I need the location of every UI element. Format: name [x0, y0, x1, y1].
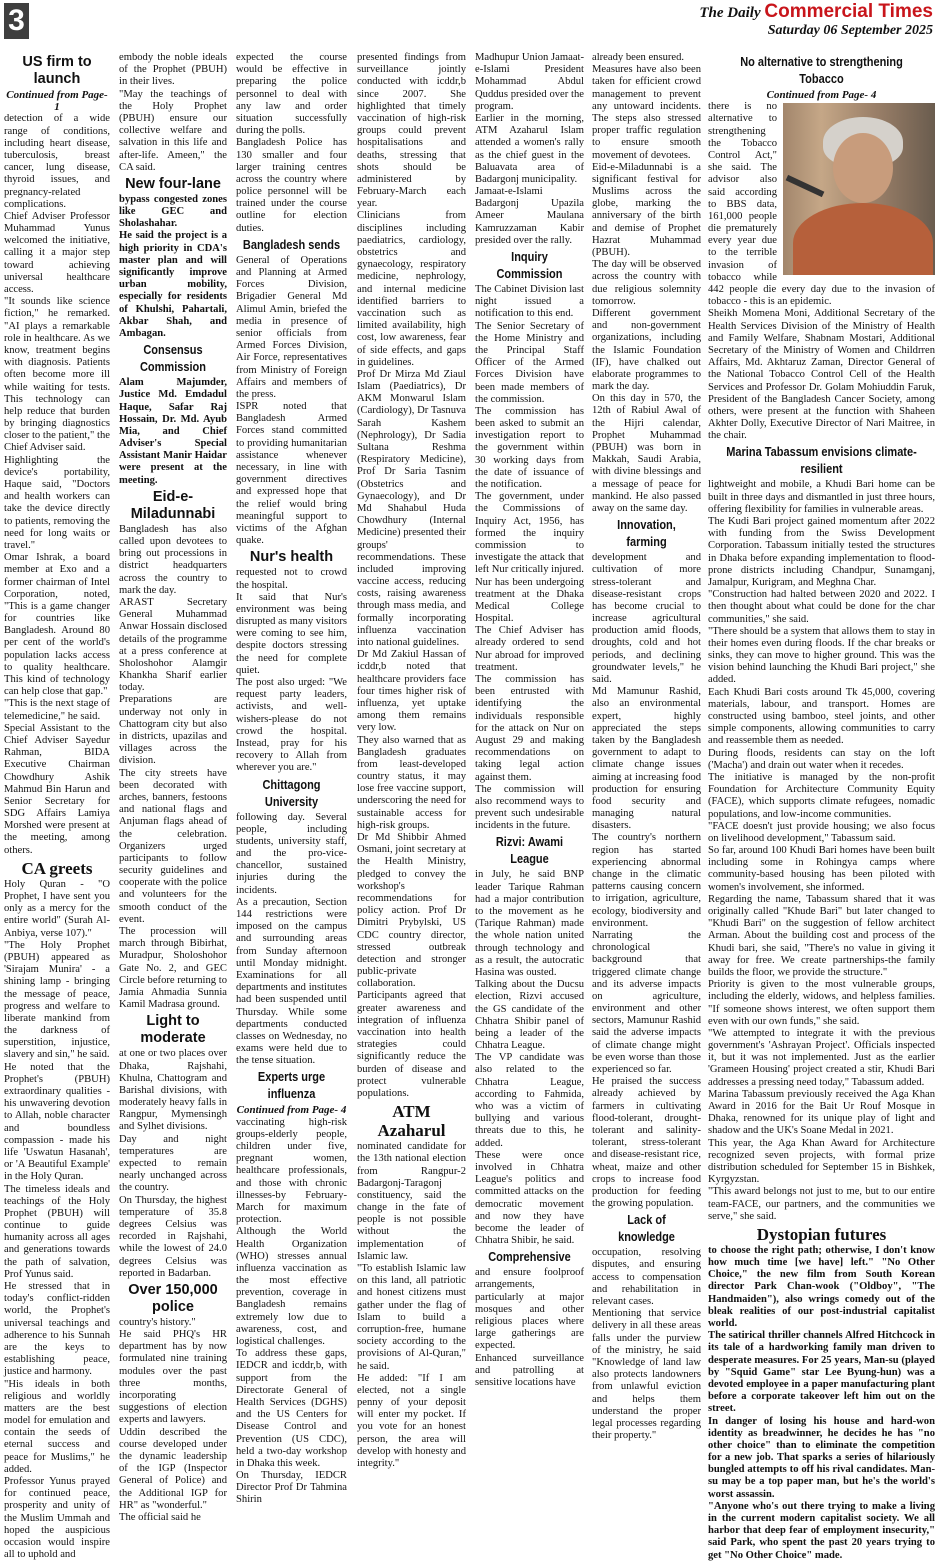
paragraph: Earlier in the morning, ATM Azaharul Islam attended a women's rally as the chief guest in the Baluavata area of Badargonj municipality. [475, 112, 584, 185]
masthead [0, 0, 939, 44]
paragraph: Each Khudi Bari costs around Tk 45,000, covering materials, labour, and transport. Homes are constructed using bamboo, steel joints, and other simple components, allowing communities to carry and reassemble them as needed. [708, 686, 935, 747]
headline: Inquiry Commission [496, 250, 563, 281]
paragraph: embody the noble ideals of the Prophet (PBUH) in their lives. [119, 52, 227, 88]
headline: Consensus Commission [139, 343, 206, 375]
headline: Nur's health [249, 549, 334, 566]
headline: Chittagong University [262, 777, 321, 809]
paragraph: Dr Md Zakiul Hassan of icddr,b noted that healthcare providers face four times higher risk of influenza, yet uptake among them remains very low. [357, 649, 466, 734]
paragraph: The initiative is managed by the non-profit Foundation for Architecture Community Equity (FACE), which supports climate refugees, nomadic populations, and low-income communities. [708, 771, 935, 820]
paragraph: Participants agreed that greater awareness and integration of influenza vaccination into health strategies could significantly reduce the burden of disease and protect vulnerable populations. [357, 990, 466, 1099]
paragraph: These were once involved in Chhatra League's politics and committed attacks on the democratic movement and now they have become the leader of Chhatra Shibir, he said. [475, 1149, 584, 1247]
column-6 [592, 52, 701, 1442]
paragraph: Mentioning that service delivery in all these areas falls under the purview of the ministry, he said "Knowledge of land law also protects landowners from unlawful eviction and helps them understand the proper legal processes regarding their property." [592, 1308, 701, 1442]
paragraph: Omar Ishrak, a board member at Exo and a former chairman of Intel Corporation, noted, "This is a game changer for countries like Bangladesh. Around 80 per cent of the world's population lacks access to quality healthcare. This kind of technology can help close that gap." [4, 552, 110, 698]
paragraph: Marina Tabassum previously received the Aga Khan Award in 2016 for the Bait Ur Rouf Mosque in Dhaka, renowned for its unique play of light and shadow and the UK's Soane Medal in 2021. [708, 1088, 935, 1137]
paragraph: Special Assistant to the Chief Adviser Sayedur Rahman, BIDA Executive Chairman Chowdhury Ashik Mahmud Bin Harun and Senior Secretary for SDG Affairs Lamiya Morshed were present at the meeting, among others. [4, 722, 110, 856]
paragraph: to choose the right path; otherwise, I don't know how much time [we have] left." "No Other Choice," the new film from South Korean director Park Chan-wook ("Oldboy", "The Handmaiden"), also wrings comedy out of the bleak realities of our post-industrial capitalist world. [708, 1244, 935, 1329]
paragraph: He said PHQ's HR department has by now formulated nine training modules over the past three months, incorporating suggestions of election experts and lawyers. [119, 1329, 227, 1426]
paragraph: Bangladesh has also called upon devotees to bring out processions in district headquarters across the country to mark the day. [119, 523, 227, 596]
paragraph: expected the course would be effective in preparing the police personnel to deal with any law and order situation successfully during the polls. [236, 52, 347, 137]
paragraph: and ensure foolproof arrangements, particularly at major mosques and other religious places where large gatherings are expected. [475, 1267, 584, 1352]
paragraph: The Kudi Bari project gained momentum after 2022 with funding from the Swiss Development Corporation. Tabassum initially tested the structures in Dhaka before expanding implementation to flood-prone districts including Chandpur, Sunamganj, Jamalpur, Kurigram, and Meghna Char. [708, 516, 935, 588]
paragraph: On this day in 570, the 12th of Rabiul Awal of the Hijri calendar, Prophet Muhammad (PBUH) was born in Makkah, Saudi Arabia, with divine blessings and a message of peace for mankind. He also passed away on the same day. [592, 393, 701, 514]
paragraph: He said the project is a high priority in CDA's master plan and will significantly improve urban mobility, especially for residents of Khulshi, Pahartali, Akbar Shah, and Ambagan. [119, 230, 227, 339]
paragraph: Uddin described the course developed under the dynamic leadership of the IGP (Inspector General of Police) and the Additional IGP for HR" as "wonderful." [119, 1426, 227, 1511]
paragraph: Eid-e-Miladunnabi is a significant festival for Muslims across the globe, marking the anniversary of the birth and demise of Prophet Hazrat Muhammad (PBUH). [592, 161, 701, 258]
paragraph: The post also urged: "We request party leaders, activists, and well-wishers-please do not crowd the hospital. Instead, pray for his recovery to Allah from wherever you are." [236, 677, 347, 774]
column-5 [475, 52, 584, 1389]
paragraph: He noted that the Prophet's (PBUH) extraordinary qualities - his unwavering devotion to Allah, noble character and boundless compassion - made his life 'Uswatun Hasanah', or 'A Beautiful Example' in the Holy Quran. [4, 1061, 110, 1183]
paragraph: Narrating the chronological background that triggered climate change and its adverse impacts on agriculture, environment and other sectors, Mamunur Rashid said the adverse impacts of climate change might be even worse than those experienced so far. [592, 929, 701, 1075]
headline: Innovation, farming [617, 518, 676, 550]
headline: Rizvi: Awami League [495, 835, 564, 867]
paragraph: Professor Yunus prayed for continued peace, prosperity and unity of the Muslim Ummah and hoped the auspicious occasion would inspire all to uphold and [4, 1476, 110, 1561]
issue-date: Saturday 06 September 2025 [767, 23, 933, 38]
paragraph: in July, he said BNP leader Tarique Rahman had a major contribution to the movement as he (Tarique Rahman) made the whole nation united through technology and as a result, the autocratic Hasina was ousted. [475, 869, 584, 978]
paragraph: The Cabinet Division last night issued a notification to this end. [475, 284, 584, 320]
paragraph: The Chief Adviser has already ordered to send Nur abroad for improved treatment. [475, 625, 584, 673]
continued-note: Continued from Page- 4 [766, 89, 877, 101]
paragraph: The procession will march through Bibirhat, Muradpur, Sholoshohor Gate No. 2, and GEC Circle before returning to Jamia Ahmadia Sunnia Kamil Madrasa ground. [119, 926, 227, 1011]
paragraph: "It sounds like science fiction," he remarked. "AI plays a remarkable role in healthcare. As we know, treatment begins with diagnosis. Patients often become more ill while waiting for tests. This technology can help reduce that burden by bringing diagnostics closer to the patient," the Chief Adviser said. [4, 296, 110, 454]
headline: Over 150,000 police [128, 1281, 218, 1315]
paragraph: requested not to crowd the hospital. [236, 567, 347, 591]
paragraph: They also warned that as Bangladesh graduates from least-developed country status, it may lose free vaccine support, underscoring the need for sustainable access for high-risk groups. [357, 734, 466, 831]
paragraph: Alam Majumder, Justice Md. Emdadul Haque, Safar Raj Hossain, Dr. Md. Ayub Mia, and Chief Adviser's Special Assistant Manir Haidar were present at the meeting. [119, 377, 227, 486]
paragraph: lightweight and mobile, a Khudi Bari home can be built in three days and dismantled in just three hours, offering flexibility for families in vulnerable areas. [708, 479, 935, 515]
paragraph: "To establish Islamic law on this land, all patriotic and honest citizens must gather under the flag of Islam to build a corruption-free, humane society according to the provisions of Al-Quran," he said. [357, 1263, 466, 1372]
paragraph: He added: "If I am elected, not a single penny of your deposit will enter my pocket. If you vote for an honest person, the area will develop with honesty and integrity." [357, 1372, 466, 1469]
newspaper-brand [699, 1, 933, 23]
paragraph: at one or two places over Dhaka, Rajshahi, Khulna, Chattogram and Barishal divisions, with moderately heavy falls in Rangpur, Mymensingh and Sylhet divisions. [119, 1048, 227, 1133]
paragraph: The country's northern region has started experiencing abnormal change in the climatic patterns causing concern to irrigation, agriculture, ecology, biodiversity and environment. [592, 832, 701, 929]
paragraph: On Thursday, the highest temperature of 35.8 degrees Celsius was recorded in Rajshahi, while the lowest of 24.0 degrees Celsius was reported in Badarban. [119, 1194, 227, 1279]
paragraph: In danger of losing his house and hard-won identity as breadwinner, he decides he has "no other choice" than to eliminate the competition for a new job. That sparks a series of hilariously bungled attempts to off his rival candidates. Man-su may be a top paper man, but he's the world's worst assassin. [708, 1415, 935, 1500]
paragraph: The city streets have been decorated with arches, banners, festoons and national flags and Anjuman flags ahead of the celebration. Organizers urged participants to follow security guidelines and cooperate with the police and volunteers for the smooth conduct of the event. [119, 767, 227, 925]
brand-prefix: The Daily [699, 5, 761, 21]
paragraph: Different government and non-government organizations, including the Islamic Foundation (IF), have chalked out elaborate programmes to mark the day. [592, 307, 701, 393]
paragraph: occupation, resolving disputes, and ensuring access to compensation and rehabilitation in relevant cases. [592, 1247, 701, 1307]
paragraph: The commission will also recommend ways to prevent such undesirable incidents in the future. [475, 783, 584, 832]
paragraph: The Senior Secretary of the Home Ministry and the Principal Staff Officer of the Armed Forces Division have been made members of the commission. [475, 320, 584, 405]
headline: No alternative to strengthening Tobacco [740, 55, 903, 86]
paragraph: The government, under the Commissions of Inquiry Act, 1956, has formed the inquiry commission to investigate the attack that left Nur critically injured. [475, 491, 584, 576]
paragraph: ISPR noted that Bangladesh Armed Forces stand committed to providing humanitarian assistance whenever necessary, in line with government directives and expressed hope that the relief would bring meaningful support to victims of the Afghan quake. [236, 401, 347, 547]
paragraph: Regarding the name, Tabassum shared that it was originally called "Khude Bari" but later changed to "Khudi Bari" on the suggestion of fellow architect Arman. About the building cost and process of the Khudi bari, she said, "There's no value in giving it away for free. We create partnerships-the family builds the floor, we provide the structure." [708, 893, 935, 978]
paragraph: "We attempted to integrate it with the previous government's 'Ashrayan Project'. Officials inspected it, but it was not implemented. Just as the earlier 'Grameen Housing' project created a stir, Khudi Bari addresses a pressing need today," Tabassum added. [708, 1027, 935, 1088]
paragraph: It said that Nur's environment was being disrupted as many visitors were coming to see him, despite doctors stressing the need for complete quiet. [236, 591, 347, 676]
paragraph: Jamaat-e-Islami Badargonj Upazila Ameer Maulana Kamruzzaman Kabir presided over the rally. [475, 186, 584, 246]
paragraph: General of Operations and Planning at Armed Forces Division, Brigadier General Md Alimul Amin, briefed the media in presence of senior officials from Armed Forces Division, Air Force, representatives from Ministry of Foreign Affairs and members of the press. [236, 254, 347, 400]
paragraph: Nur has been undergoing treatment at the Dhaka Medical College Hospital. [475, 576, 584, 625]
paragraph: ARAST Secretary General Muhammad Anwar Hossain disclosed details of the programme at a press conference at Sholoshohor Alamgir Khankha Sharif earlier today. [119, 596, 227, 694]
paragraph: nominated candidate for the 13th national election from Rangpur-2 Badargonj-Taragonj constituency, said the change in the fate of people is not possible without the implementation of Islamic law. [357, 1141, 466, 1262]
paragraph: Madhupur Union Jamaat-e-Islami President Mohammad Abdul Quddus presided over the program. [475, 52, 584, 112]
column-2 [119, 52, 227, 1524]
paragraph: there is no alternative to strengthening the Tobacco Control Act," she said. The advisor also said according to BBS data, 161,000 people die prematurely every year due to the terrible invasion of tobacco while 442 people die every day due to the invasion of tobacco - this is an epidemic. [708, 101, 935, 308]
paragraph: Holy Quran - "O Prophet, I have sent you only as a mercy for the entire world" (Surah Al-Anbiya, verse 107)." [4, 878, 110, 939]
paragraph: Clinicians from disciplines including paediatrics, cardiology, obstetrics and gynaecology, respiratory medicine, nephrology, and internal medicine identified barriers to vaccination such as limited availability, high cost, low awareness, fear of side effects, and gaps in guidelines. [357, 210, 466, 368]
paragraph: The day will be observed across the country with due religious solemnity tomorrow. [592, 259, 701, 307]
headline: Comprehensive [488, 1250, 571, 1265]
paragraph: Md Mamunur Rashid, also an environmental expert, highly appreciated the steps taken by the Bangladesh government to adapt to climate change issues aiming at increasing food production for ensuring food security and managing natural disasters. [592, 686, 701, 832]
headline: US firm to launch [22, 54, 92, 87]
paragraph: The commission has been asked to submit an investigation report to the government within 30 working days from the date of issuance of the notification. [475, 405, 584, 490]
paragraph: Bangladesh Police has 130 smaller and four larger training centres across the country where police personnel will be trained under the course outline for election duties. [236, 137, 347, 234]
headline: New four-lane [125, 175, 221, 192]
paragraph: The official said he [119, 1511, 201, 1523]
paragraph: Measures have also been taken for efficient crowd management to prevent any untoward incidents. The steps also stressed proper traffic regulation to ensure smooth movement of devotees. [592, 64, 701, 161]
headline: Experts urge influenza [257, 1070, 326, 1102]
headline: CA greets [21, 858, 93, 878]
headline: Light to moderate [140, 1013, 206, 1047]
page-number: 3 [4, 3, 29, 39]
paragraph: Priority is given to the most vulnerable groups, including the elderly, widows, and helpless families. "If someone shows interest, we often support them even with our own funds," she said. [708, 979, 935, 1027]
paragraph: "His ideals in both religious and worldly matters are the best model for emulation and contain the seeds of eternal success and peace for Muslims," he added. [4, 1378, 110, 1475]
paragraph: following day. Several people, including students, university staff, and the pro-vice-chancellor, sustained injuries during the incidents. [236, 811, 347, 896]
paragraph: So far, around 100 Khudi Bari homes have been built including some in Rohingya camps where community-based housing has been piloted with women's involvement, she informed. [708, 845, 935, 893]
paragraph: "The Holy Prophet (PBUH) appeared as 'Sirajam Munira' - a shining lamp - bringing the message of peace, progress and welfare to liberate mankind from the darkness of superstition, injustice, slavery and sin," he said. [4, 939, 110, 1061]
paragraph: "Anyone who's out there trying to make a living in the current modern capitalist society. We all harbor that deep fear of employment insecurity," said Park, who spent the past 20 years trying to get "No Other Choice" made. [708, 1500, 935, 1561]
paragraph: Prof Dr Mirza Md Ziaul Islam (Paediatrics), Dr AKM Monwarul Islam (Cardiology), Dr Tasnuva Sarah Kashem (Nephrology), Dr Sadia Sultana Reshma (Respiratory Medicine), Prof Dr Saria Tasnim (Obstetrics and Gynaecology), and Dr Md Shahabul Huda Chowdhury (Internal Medicine) presented their groups' recommendations. These included improving vaccine access, reducing costs, raising awareness through mass media, and formally incorporating influenza vaccination into national guidelines. [357, 368, 466, 648]
brand-name: Commercial Times [764, 1, 933, 22]
paragraph: presented findings from surveillance jointly conducted with icddr,b since 2007. She highlighted that timely vaccination of high-risk groups could prevent hospitalisations and deaths, stressing that shots should be administered by February-March each year. [357, 52, 466, 210]
headline: Eid-e-Miladunnabi [130, 488, 216, 522]
paragraph: He stressed that in today's conflict-ridden world, the Prophet's universal teachings and adherence to his Sunnah are the keys to establishing peace, justice and harmony. [4, 1281, 110, 1378]
paragraph: Day and night temperatures are expected to remain nearly unchanged across the country. [119, 1133, 227, 1194]
paragraph: Sheikh Momena Moni, Additional Secretary of the Health Services Division of the Ministry of Health and Family Welfare, Shabnam Mostari, Additional Secretary of the Ministry of Women and Childrren Affairs, Md. Akhtaruz Zaman, Director General of the National Tobacco Control Cell of the Health Services and Professor Dr. Golam Mohiuddin Faruk, President of the Bangladesh Cancer Society, among others, were present at the function with Shaheen Akhter Dolly, Executive Director of Nari Maitree, in the chair. [708, 308, 935, 442]
paragraph: detection of a wide range of conditions, including heart disease, tuberculosis, breast cancer, lung disease, thyroid issues, and pregnancy-related complications. [4, 113, 110, 210]
paragraph: "There should be a system that allows them to stay in their homes even during floods. If the char breaks or sinks, they can move to higher ground. This was the vision behind launching the Khudi Bari project," she added. [708, 625, 935, 686]
column-7-8 [708, 52, 935, 1562]
paragraph: bypass congested zones like GEC and Sholashahar. [119, 193, 227, 230]
paragraph: already been ensured. [592, 52, 685, 63]
headline: Marina Tabassum envisions climate-resilient [726, 445, 917, 477]
paragraph: The timeless ideals and teachings of the Holy Prophet (PBUH) will continue to guide humanity across all ages and generations towards the path of salvation, Prof Yunus said. [4, 1183, 110, 1280]
column-3 [236, 52, 347, 1507]
advisor-photo [783, 103, 935, 275]
paragraph: During floods, residents can stay on the loft ('Macha') and drain out water when it recedes. [708, 747, 935, 771]
paragraph: This year, the Aga Khan Award for Architecture recognized seven projects, with formal prize distribution scheduled for September 15 in Bishkek, Kyrgyzstan. [708, 1137, 935, 1186]
paragraph: Dr Md Shibbir Ahmed Osmani, joint secretary at the Health Ministry, pledged to convey the workshop's recommendations for policy action. Prof Dr Dimitri Prybylski, US CDC country director, stressed outbreak detection and stronger public-private collaboration. [357, 832, 466, 990]
column-4 [357, 52, 466, 1470]
paragraph: Preparations are underway not only in Chattogram city but also in districts, upazilas and villages across the division. [119, 694, 227, 767]
paragraph: "May the teachings of the Holy Prophet (PBUH) ensure our collective welfare and salvation in this life and after-life. Ameen," the CA said. [119, 88, 227, 173]
headline: Lack of knowledge [618, 1213, 675, 1245]
headline: Dystopian futures [756, 1224, 887, 1244]
headline: ATM Azaharul [377, 1102, 446, 1141]
paragraph: The commission has been entrusted with identifying the individuals responsible for the attack on Nur on August 29 and making recommendations on taking legal action against them. [475, 674, 584, 783]
paragraph: The VP candidate was also related to the Chhatra League, according to Fahmida, who was a victim of bullying and various threats due to this, he added. [475, 1052, 584, 1149]
paragraph: Highlighting the device's portability, Haque said, "Doctors and health workers can take the device directly to patients, removing the need for long waits or travel." [4, 454, 110, 551]
paragraph: "This award belongs not just to me, but to our entire team-FACE, our partners, and the communities we serve," she said. [708, 1186, 935, 1222]
paragraph: The satirical thriller channels Alfred Hitchcock in its tale of a hardworking family man driven to desperate measures. For 25 years, Man-su (played by "Squid Game" star Lee Byung-hun) was a devoted employee in a paper manufacturing plant before a corporate takeover left him out on the street. [708, 1330, 935, 1415]
paragraph: Talking about the Ducsu election, Rizvi accused the GS candidate of the Chhatra Shibir panel of being a leader of the Chhatra League. [475, 979, 584, 1052]
paragraph: Although the World Health Organization (WHO) stresses annual influenza vaccination as the most effective prevention, coverage in Bangladesh remains extremely low due to awareness, cost, and logistical challenges. [236, 1226, 347, 1347]
paragraph: "Construction had halted between 2020 and 2022. I then thought about what could be done for the char communities," she said. [708, 589, 935, 625]
paragraph: Chief Adviser Professor Muhammad Yunus welcomed the initiative, calling it a major step toward achieving universal healthcare access. [4, 210, 110, 295]
paragraph: As a precaution, Section 144 restrictions were imposed on the campus and surrounding areas from Sunday afternoon until Monday midnight. Examinations for all departments and institutes had been suspended until Thursday. While some departments conducted classes on Wednesday, no exams were held due to the tense situation. [236, 896, 347, 1067]
headline: Bangladesh sends [242, 237, 341, 252]
paragraph: On Thursday, IEDCR Director Prof Dr Tahmina Shirin [236, 1470, 347, 1506]
paragraph: "This is the next stage of telemedicine," he said. [4, 698, 110, 722]
continued-note: Continued from Page-1 [6, 89, 108, 114]
paragraph: He praised the success already achieved by farmers in cultivating flood-tolerant, drought-tolerant and salinity-tolerant, stress-tolerant and disease-resistant rice, wheat, maize and other crops to increase food production for feeding the growing population. [592, 1076, 701, 1210]
paragraph: "FACE doesn't just provide housing; we also focus on livelihood development," Tabassum said. [708, 820, 935, 844]
continued-note: Continued from Page- 4 [236, 1104, 347, 1117]
paragraph: development and cultivation of more stress-tolerant and disease-resistant crops has become crucial to increase agricultural production amid floods, droughts, cold and hot periods, and declining groundwater levels," he said. [592, 552, 701, 685]
paragraph: Enhanced surveillance and patrolling at sensitive locations have [475, 1352, 584, 1388]
column-1 [4, 52, 110, 1561]
paragraph: vaccinating high-risk groups-elderly people, children under five, pregnant women, healthcare professionals, and those with chronic illnesses-by February-March for maximum protection. [236, 1116, 347, 1226]
paragraph: To address these gaps, IEDCR and icddr,b, with support from the Directorate General of Health Services (DGHS) and the US Centers for Disease Control and Prevention (US CDC), held a two-day workshop in Dhaka this week. [236, 1348, 347, 1469]
paragraph: country's history." [119, 1316, 196, 1328]
